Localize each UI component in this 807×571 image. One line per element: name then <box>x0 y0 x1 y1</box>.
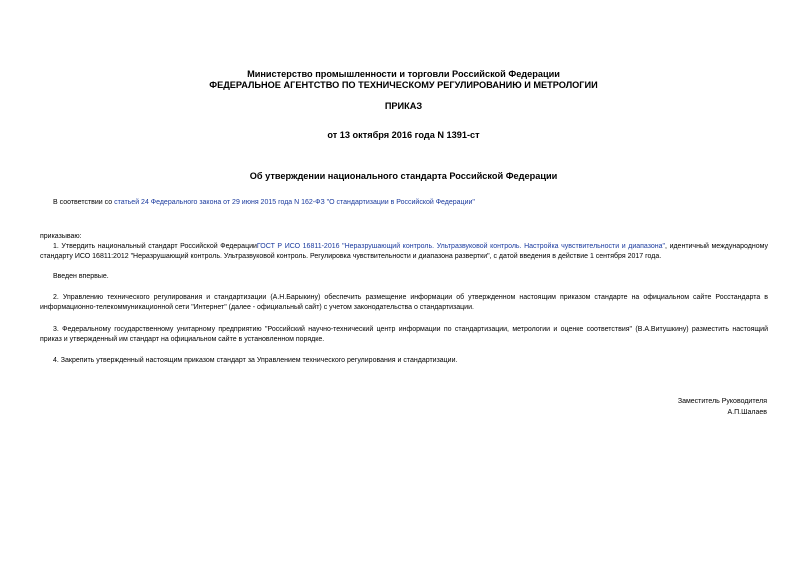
first-time-note: Введен впервые. <box>53 273 109 280</box>
order-word: приказываю: <box>40 233 82 240</box>
item-1-prefix: 1. Утвердить национальный стандарт Российской Федерации <box>53 243 257 250</box>
item-2-paragraph: 2. Управлению технического регулирования и стандартизации (А.Н.Барыкину) обеспечить размещение информации об утвержденном настоящим приказом стандарте на официальном сайте Росстандарта в информационно-телекоммуникационной сети "Интернет" (далее - официальный сайт) с учетом законодательства о стандартизации. <box>40 294 768 311</box>
subject-heading: Об утверждении национального стандарта Российской Федерации <box>249 171 558 181</box>
agency-heading: ФЕДЕРАЛЬНОЕ АГЕНТСТВО ПО ТЕХНИЧЕСКОМУ РЕГУЛИРОВАНИЮ И МЕТРОЛОГИИ <box>209 80 598 90</box>
item-1-suffix: , идентичный международному стандарту ИСО 16811:2012 "Неразрушающий контроль. Ультразвуковой контроль. Регулировка чувствительности и диапазона развертки", с датой введения в действие 1 сентября 2017 года. <box>40 243 768 260</box>
signature-name: А.П.Шалаев <box>727 409 767 416</box>
item-3-paragraph: 3. Федеральному государственному унитарному предприятию "Российский научно-технический центр информации по стандартизации, метрологии и оценке соответствия" (В.А.Витушкину) разместить настоящий приказ и утвержденный им стандарт на официальном сайте в установленном порядке. <box>40 326 768 343</box>
signature-position: Заместитель Руководителя <box>677 398 767 405</box>
intro-prefix: В соответствии со <box>53 199 115 206</box>
intro-paragraph <box>40 198 768 208</box>
item-1-paragraph <box>40 242 768 262</box>
doc-type-heading: ПРИКАЗ <box>384 101 423 111</box>
ministry-heading: Министерство промышленности и торговли Российской Федерации <box>247 69 560 79</box>
item-4-paragraph: 4. Закрепить утвержденный настоящим приказом стандарт за Управлением технического регулирования и стандартизации. <box>53 357 458 364</box>
law-link[interactable]: статьей 24 Федерального закона от 29 июня 2015 года N 162-ФЗ "О стандартизации в Российской Федерации" <box>114 199 475 206</box>
date-number-heading: от 13 октября 2016 года N 1391-ст <box>327 130 480 140</box>
standard-link[interactable]: ГОСТ Р ИСО 16811-2016 "Неразрушающий контроль. Ультразвуковой контроль. Настройка чувствительности и диапазона" <box>256 243 666 250</box>
